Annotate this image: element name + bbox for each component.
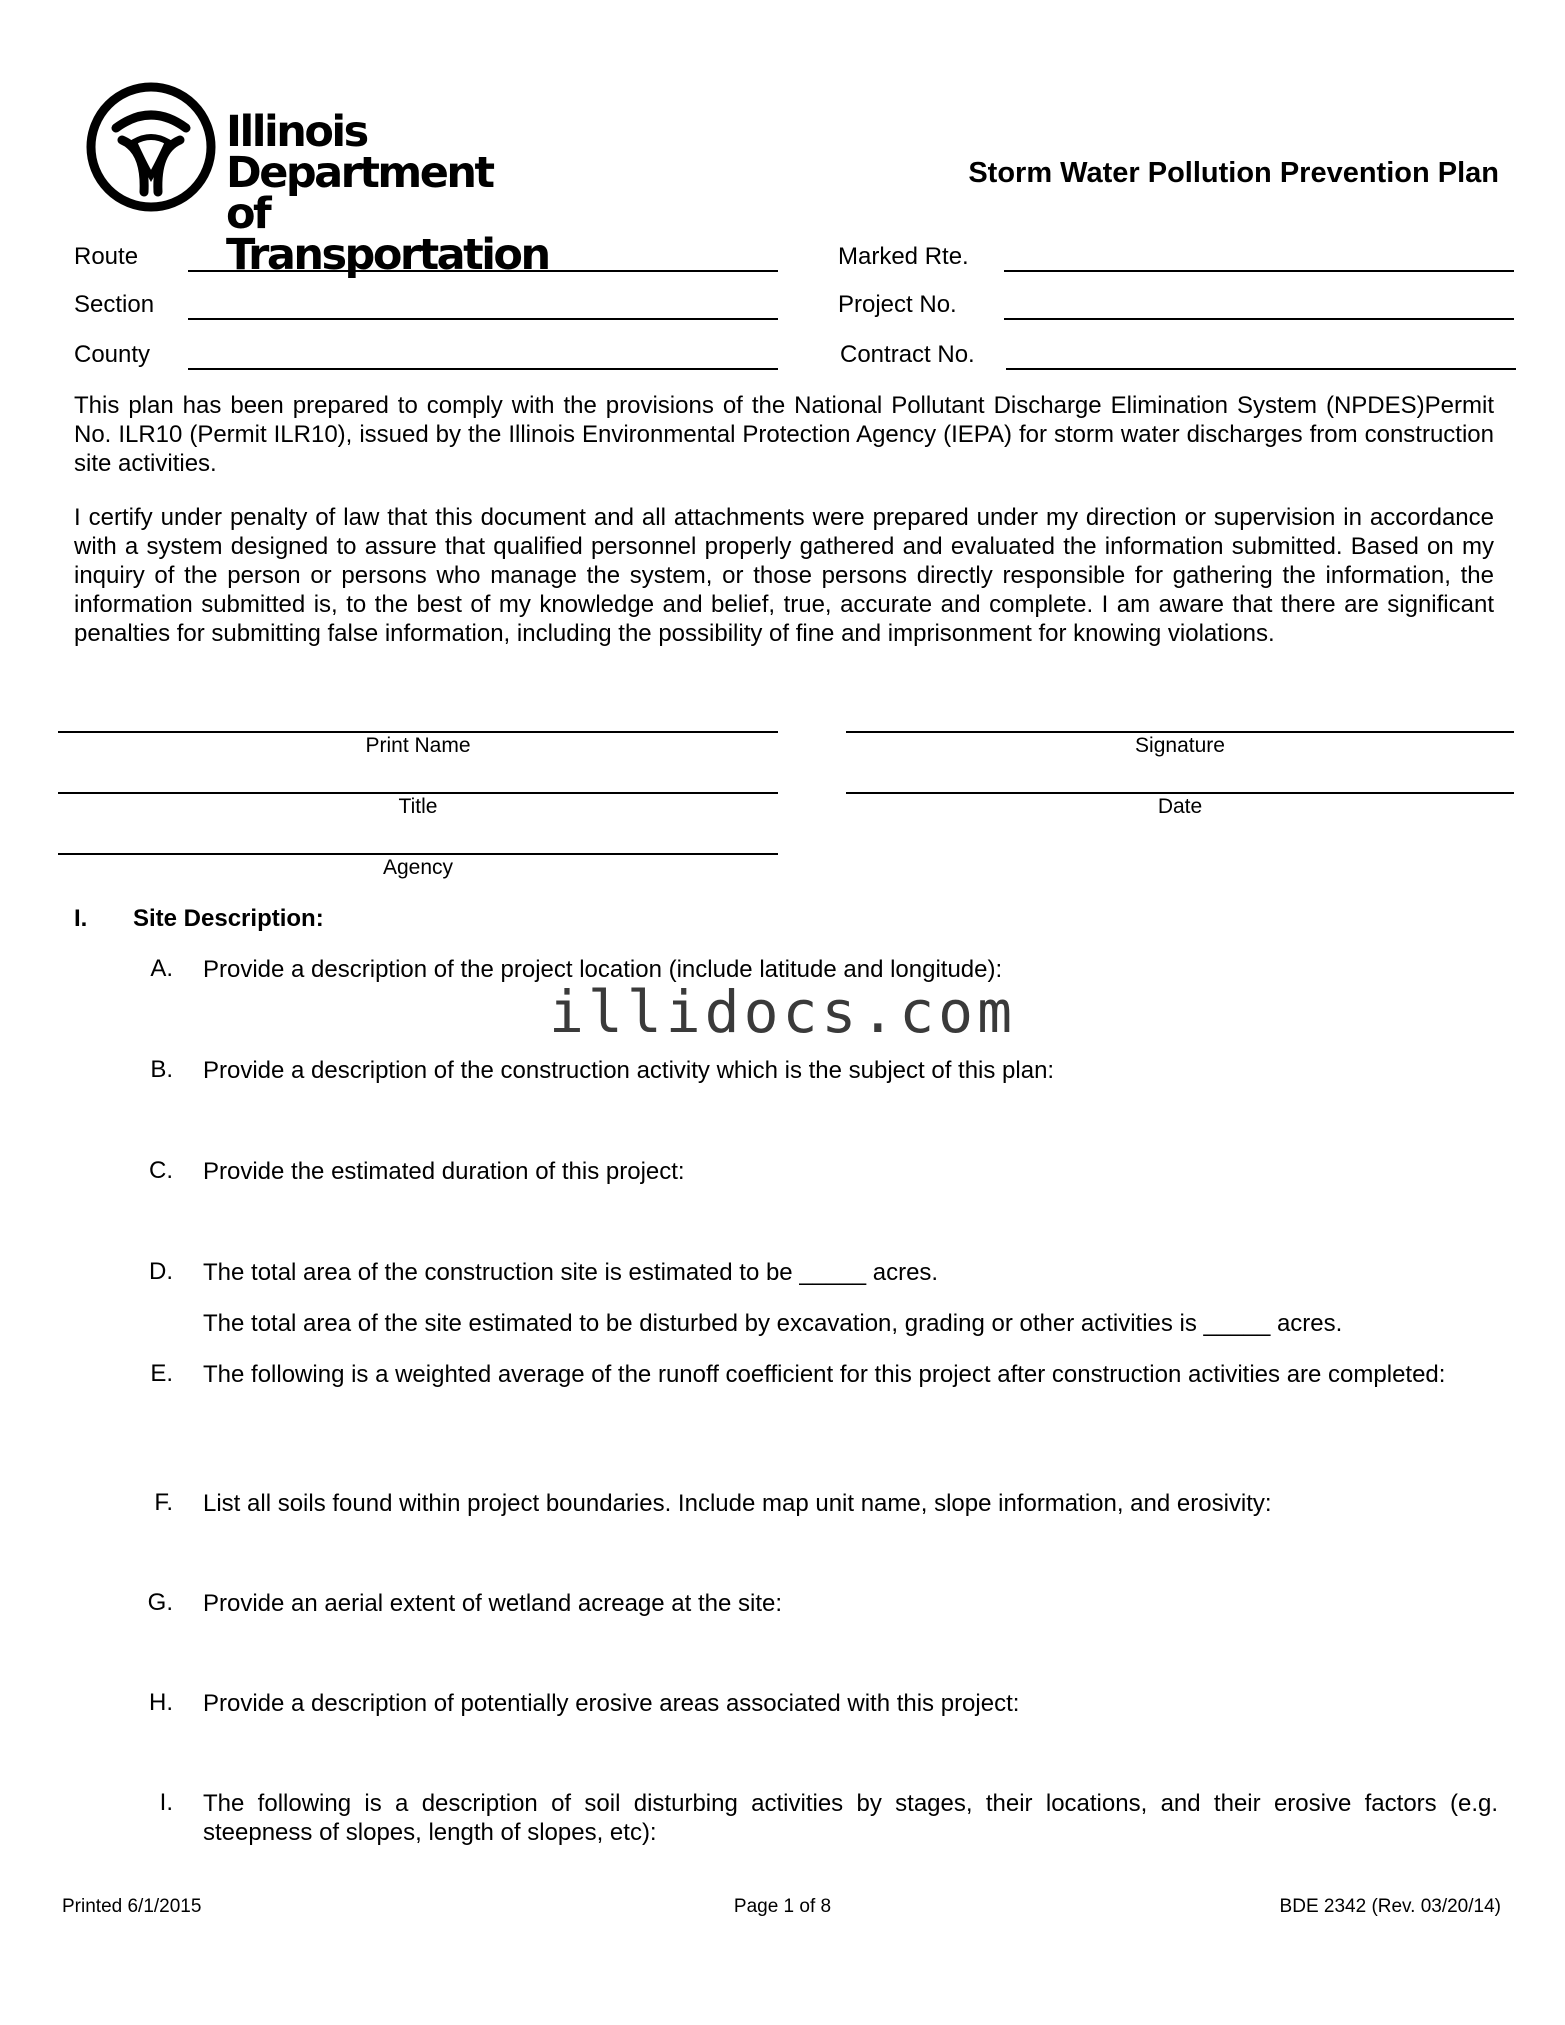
item-letter: F.: [154, 1489, 173, 1516]
item-letter: E.: [150, 1360, 173, 1387]
item-e-text: The following is a weighted average of the runoff coefficient for this project after construction activities are completed:: [203, 1361, 1446, 1388]
county-label: County: [74, 341, 151, 368]
idot-logo: [86, 80, 216, 215]
item-c-text: Provide the estimated duration of this project:: [203, 1158, 685, 1185]
item-letter: H.: [149, 1689, 173, 1716]
section-field[interactable]: [188, 318, 778, 320]
watermark: illidocs.com: [548, 978, 1017, 1046]
agency-label: Agency: [382, 856, 454, 879]
item-f-text: List all soils found within project boundaries. Include map unit name, slope information, and erosivity:: [203, 1490, 1272, 1517]
marked-rte-field[interactable]: [1004, 270, 1514, 272]
contract-no-field[interactable]: [1006, 368, 1516, 370]
printed-date: Printed 6/1/2015: [62, 1896, 202, 1917]
item-i-text: The following is a description of soil disturbing activities by stages, their locations, and their erosive factors (e.g. steepness of slopes, length of slopes, etc):: [203, 1790, 1498, 1846]
certification-paragraph: I certify under penalty of law that this document and all attachments were prepared under my direction or supervision in accordance with a system designed to assure that qualified personnel properly gathered and evaluated the information submitted. Based on my inquiry of the person or persons who manage the system, or those persons directly responsible for gathering the information, the information submitted is, to the best of my knowledge and belief, true, accurate and complete. I am aware that there are significant penalties for submitting false information, including the possibility of fine and imprisonment for knowing violations.: [74, 504, 1494, 647]
item-letter: G.: [147, 1589, 173, 1616]
intro-paragraph: This plan has been prepared to comply with the provisions of the National Pollutant Discharge Elimination System (NPDES)Permit No. ILR10 (Permit ILR10), issued by the Illinois Environmental Protection Agency (IEPA) for storm water discharges from construction site activities.: [74, 392, 1494, 477]
date-label: Date: [1157, 795, 1203, 818]
section-label: Section: [74, 291, 155, 318]
item-letter: A.: [150, 955, 173, 982]
project-no-label: Project No.: [838, 291, 957, 318]
item-g-text: Provide an aerial extent of wetland acreage at the site:: [203, 1590, 783, 1617]
county-field[interactable]: [188, 368, 778, 370]
signature-label: Signature: [1135, 734, 1225, 757]
agency-name: [226, 107, 586, 280]
print-name-field[interactable]: [58, 731, 778, 733]
section-title: Site Description:: [133, 905, 324, 932]
item-d-text: The total area of the construction site is estimated to be _____ acres.: [203, 1259, 939, 1286]
item-a-text: Provide a description of the project location (include latitude and longitude):: [203, 956, 1003, 983]
item-d-text2: The total area of the site estimated to be disturbed by excavation, grading or other activities is _____ acres.: [203, 1310, 1343, 1337]
signature-field[interactable]: [846, 731, 1514, 733]
item-letter: I.: [159, 1789, 173, 1816]
agency-field[interactable]: [58, 853, 778, 855]
document-title: Storm Water Pollution Prevention Plan: [968, 157, 1499, 189]
item-letter: B.: [150, 1056, 173, 1083]
item-letter: C.: [149, 1157, 173, 1184]
form-number: BDE 2342 (Rev. 03/20/14): [1279, 1896, 1501, 1917]
title-field[interactable]: [58, 792, 778, 794]
contract-no-label: Contract No.: [840, 341, 975, 368]
section-number: I.: [74, 905, 88, 932]
route-label: Route: [74, 243, 139, 270]
route-field[interactable]: [188, 270, 778, 272]
agency-name-line2: of Transportation: [226, 189, 549, 280]
title-label: Title: [398, 795, 438, 818]
marked-rte-label: Marked Rte.: [838, 243, 969, 270]
item-letter: D.: [149, 1258, 173, 1285]
item-h-text: Provide a description of potentially erosive areas associated with this project:: [203, 1690, 1020, 1717]
date-field[interactable]: [846, 792, 1514, 794]
page-number: Page 1 of 8: [733, 1896, 832, 1917]
project-no-field[interactable]: [1004, 318, 1514, 320]
item-b-text: Provide a description of the construction activity which is the subject of this plan:: [203, 1057, 1055, 1084]
print-name-label: Print Name: [365, 734, 471, 757]
agency-name-line1: Illinois Department: [226, 107, 493, 198]
